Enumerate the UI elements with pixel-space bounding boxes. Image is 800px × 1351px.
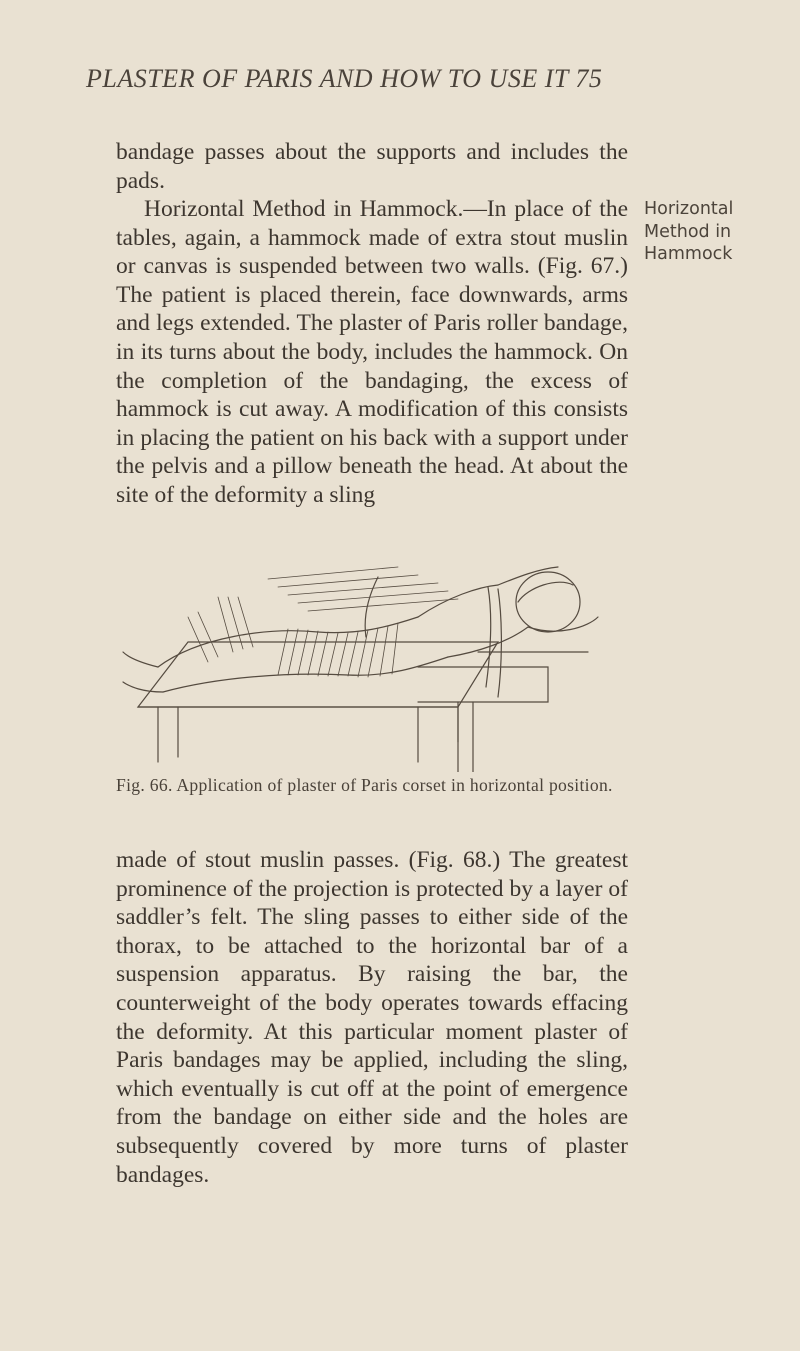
running-head: PLASTER OF PARIS AND HOW TO USE IT 75: [86, 64, 603, 93]
attendant-illustration: [365, 577, 501, 697]
bandage-hatching: [188, 567, 458, 677]
right-table-illustration: [418, 652, 588, 772]
margin-note-line-3: Hammock: [644, 244, 733, 264]
margin-note-line-1: Horizontal: [644, 199, 734, 219]
patient-body-illustration: [123, 567, 598, 692]
paragraph-2: Horizontal Method in Hammock.—In place of the tables, again, a hammock made of extra stout muslin or canvas is suspended between two walls. (Fig. 67.) The patient is placed therein, face downwards, arms and legs extended. The plaster of Paris roller bandage, in its turns about the body, includes the hammock. On the completion of the bandaging, the excess of hammock is cut away. A modification of this consists in placing the patient on his back with a support under the pelvis and a pillow beneath the head. At about the site of the deformity a sling: [116, 196, 628, 508]
paragraph-1: bandage passes about the supports and includes the pads.: [116, 139, 628, 194]
paragraph-3: made of stout muslin passes. (Fig. 68.) The greatest prominence of the projection is protected by a layer of saddler’s felt. The sling passes to either side of the thorax, to be attached to the horizontal bar of a suspension apparatus. By raising the bar, the counterweight of the body operates towards effacing the deformity. At this particular moment plaster of Paris bandages may be applied, including the sling, which eventually is cut off at the point of emergence from the bandage on either side and the holes are subsequently covered by more turns of plaster bandages.: [116, 847, 628, 1188]
margin-note: [644, 198, 794, 266]
margin-note-line-2: Method in: [644, 221, 732, 242]
plaster-corset-illustration: [118, 557, 628, 772]
figure-caption: Fig. 66. Application of plaster of Paris corset in horizontal position.: [116, 775, 613, 795]
